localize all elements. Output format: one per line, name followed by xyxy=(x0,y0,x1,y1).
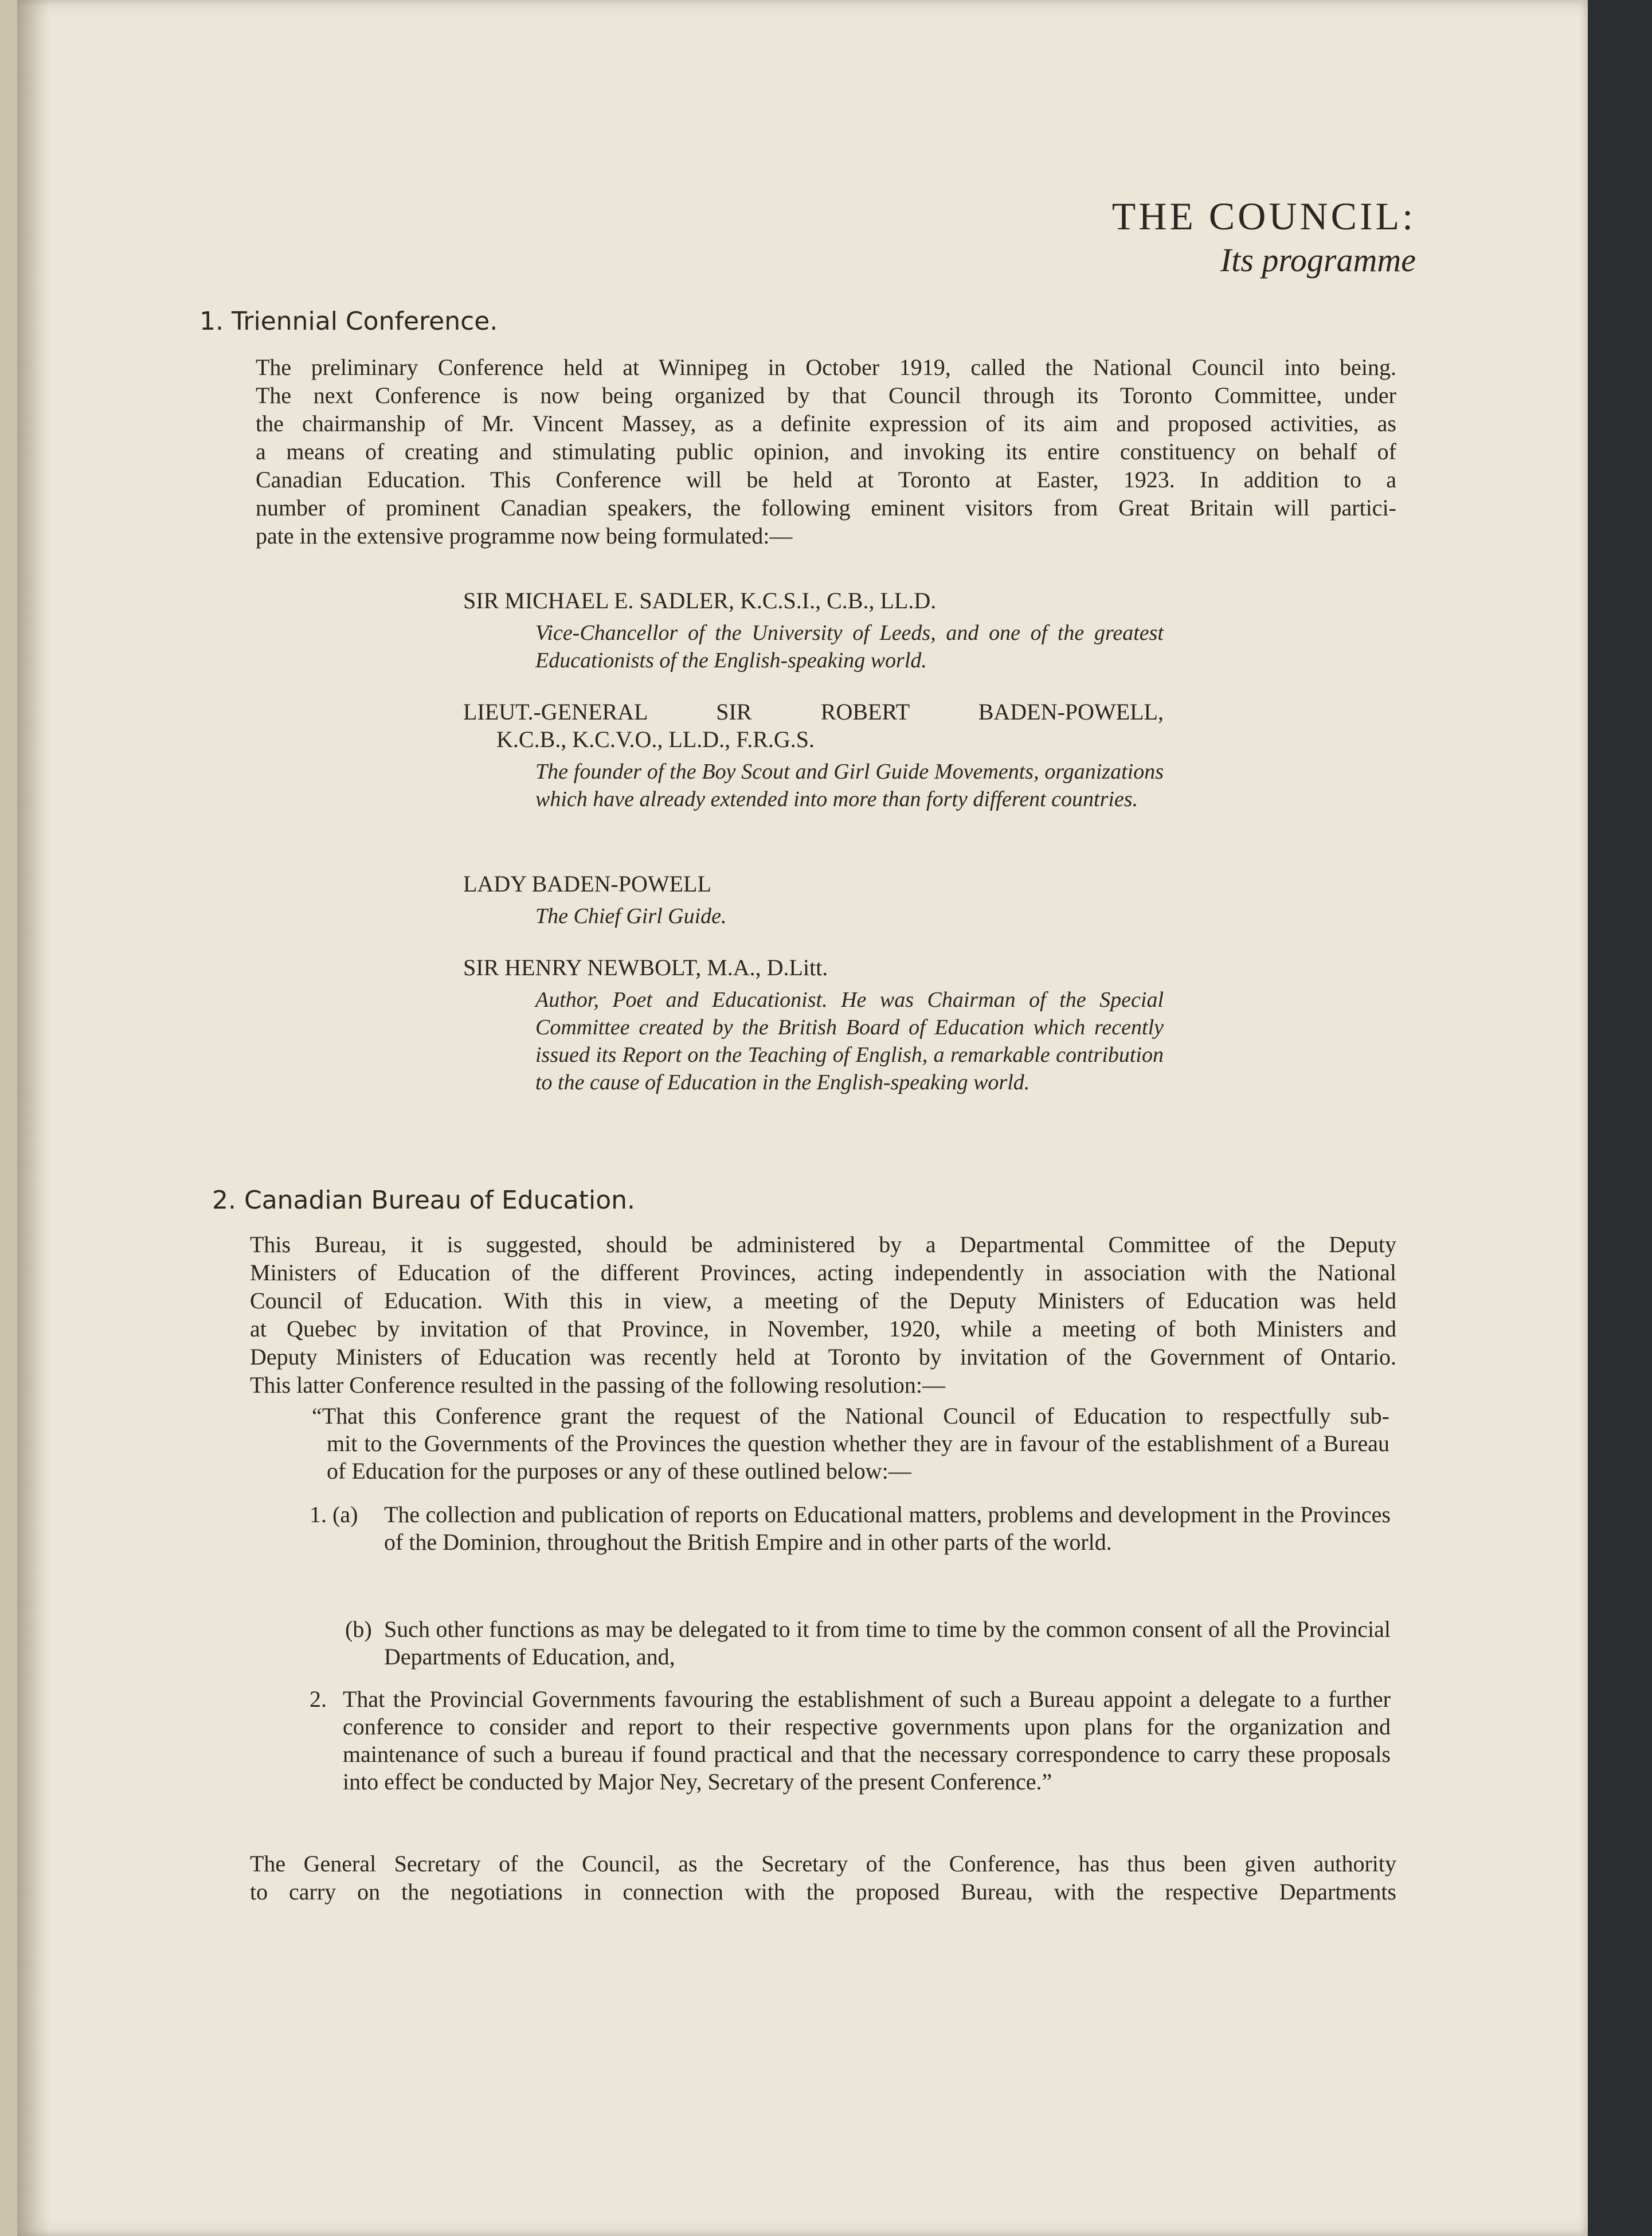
visitor-description: Author, Poet and Educationist. He was Chairman of the Special Committee created by the British Board of Education which recently issued its Report on the Teaching of English, a remarkable contribution to the cause of Education in the English-speaking world. xyxy=(535,988,1164,1094)
closing-paragraph xyxy=(250,1850,1396,1906)
item-text: The collection and publication of reports on Educational matters, problems and development in the Provinces of the Dominion, throughout the British Empire and in other parts of the world. xyxy=(384,1502,1391,1555)
page-title: THE COUNCIL: xyxy=(1111,194,1416,238)
visitor-name-line: SIR MICHAEL E. SADLER, K.C.S.I., C.B., LL.D. xyxy=(463,588,937,613)
resolution-item xyxy=(310,1686,1391,1796)
document-page xyxy=(17,0,1588,2236)
paragraph-line: number of prominent Canadian speakers, the following eminent visitors from Great Britain will partici- xyxy=(256,495,1396,521)
visitor-name xyxy=(463,587,1164,615)
visitor-name-line: LIEUT.-GENERAL SIR ROBERT BADEN-POWELL, xyxy=(463,699,1164,725)
item-marker: 2. xyxy=(310,1686,327,1712)
section1-paragraph xyxy=(256,353,1396,550)
paragraph-line: a means of creating and stimulating public opinion, and invoking its entire constituency on behalf of xyxy=(256,439,1396,464)
visitor-name xyxy=(463,698,1164,726)
page-edge-strip xyxy=(0,0,17,2236)
visitor-description: The founder of the Boy Scout and Girl Guide Movements, organizations which have already extended into more than forty different countries. xyxy=(535,760,1164,811)
section-heading-bureau: 2. Canadian Bureau of Education. xyxy=(212,1186,636,1215)
visitor-description: Vice-Chancellor of the University of Leeds, and one of the greatest Educationists of the English-speaking world. xyxy=(535,621,1164,673)
paragraph-line: the chairmanship of Mr. Vincent Massey, as a definite expression of its aim and proposed activities, as xyxy=(256,411,1396,436)
paragraph-line: Canadian Education. This Conference will be held at Toronto at Easter, 1923. In addition to a xyxy=(256,467,1396,492)
visitor-name-line: LADY BADEN-POWELL xyxy=(463,871,711,897)
visitor-name-line: SIR HENRY NEWBOLT, M.A., D.Litt. xyxy=(463,955,828,980)
paragraph-line: The preliminary Conference held at Winnipeg in October 1919, called the National Council into being. xyxy=(256,354,1396,380)
visitor-name-line: K.C.B., K.C.V.O., LL.D., F.R.G.S. xyxy=(496,726,815,752)
paragraph-line: The General Secretary of the Council, as the Secretary of the Conference, has thus been given authority xyxy=(250,1851,1396,1877)
section-heading-triennial: 1. Triennial Conference. xyxy=(199,307,498,336)
visitor-entry xyxy=(463,870,1164,930)
visitor-description: The Chief Girl Guide. xyxy=(535,904,727,928)
paragraph-line: Ministers of Education of the different Provinces, acting independently in association with the National xyxy=(250,1260,1396,1285)
resolution-item xyxy=(345,1616,1391,1671)
visitor-name-continued xyxy=(463,726,1164,753)
page-fold-shadow xyxy=(17,0,50,2236)
paragraph-line: Council of Education. With this in view, a meeting of the Deputy Ministers of Education was held xyxy=(250,1288,1396,1314)
visitor-entry xyxy=(463,954,1164,1096)
paragraph-line: This Bureau, it is suggested, should be administered by a Departmental Committee of the Deputy xyxy=(250,1232,1396,1257)
paragraph-line: This latter Conference resulted in the passing of the following resolution:— xyxy=(250,1372,946,1398)
item-text: That the Provincial Governments favouring the establishment of such a Bureau appoint a delegate to a further conference to consider and report to their respective governments upon plans for the organization and maintenance of such a bureau if found practical and that the necessary correspondence to carry these proposals into effect be conducted by Major Ney, Secretary of the present Conference.” xyxy=(343,1686,1391,1795)
resolution-quote xyxy=(312,1402,1389,1485)
item-text: Such other functions as may be delegated to it from time to time by the common consent of all the Provincial Departments of Education, and, xyxy=(384,1616,1391,1670)
resolution-body: mit to the Governments of the Provinces the question whether they are in favour of the establishment of a Bureau of Education for the purposes or any of these outlined below:— xyxy=(327,1430,1389,1484)
visitor-entry xyxy=(463,698,1164,813)
item-marker: 1. (a) xyxy=(310,1502,358,1527)
item-marker: (b) xyxy=(345,1616,372,1642)
paragraph-line: The next Conference is now being organized by that Council through its Toronto Committee, under xyxy=(256,382,1396,408)
section2-paragraph xyxy=(250,1230,1396,1399)
paragraph-line: pate in the extensive programme now being formulated:— xyxy=(256,523,793,549)
paragraph-line: at Quebec by invitation of that Province, in November, 1920, while a meeting of both Ministers and xyxy=(250,1316,1396,1342)
visitor-name xyxy=(463,954,1164,982)
resolution-first-line: “That this Conference grant the request of the National Council of Education to respectfully sub- xyxy=(312,1403,1389,1429)
resolution-item xyxy=(310,1501,1391,1556)
paragraph-line: to carry on the negotiations in connection with the proposed Bureau, with the respective Departments xyxy=(250,1879,1396,1905)
scanner-background xyxy=(1588,0,1652,2236)
page-subtitle: Its programme xyxy=(1220,241,1416,279)
visitor-entry xyxy=(463,587,1164,674)
paragraph-line: Deputy Ministers of Education was recently held at Toronto by invitation of the Government of Ontario. xyxy=(250,1344,1396,1370)
visitor-name xyxy=(463,870,1164,898)
